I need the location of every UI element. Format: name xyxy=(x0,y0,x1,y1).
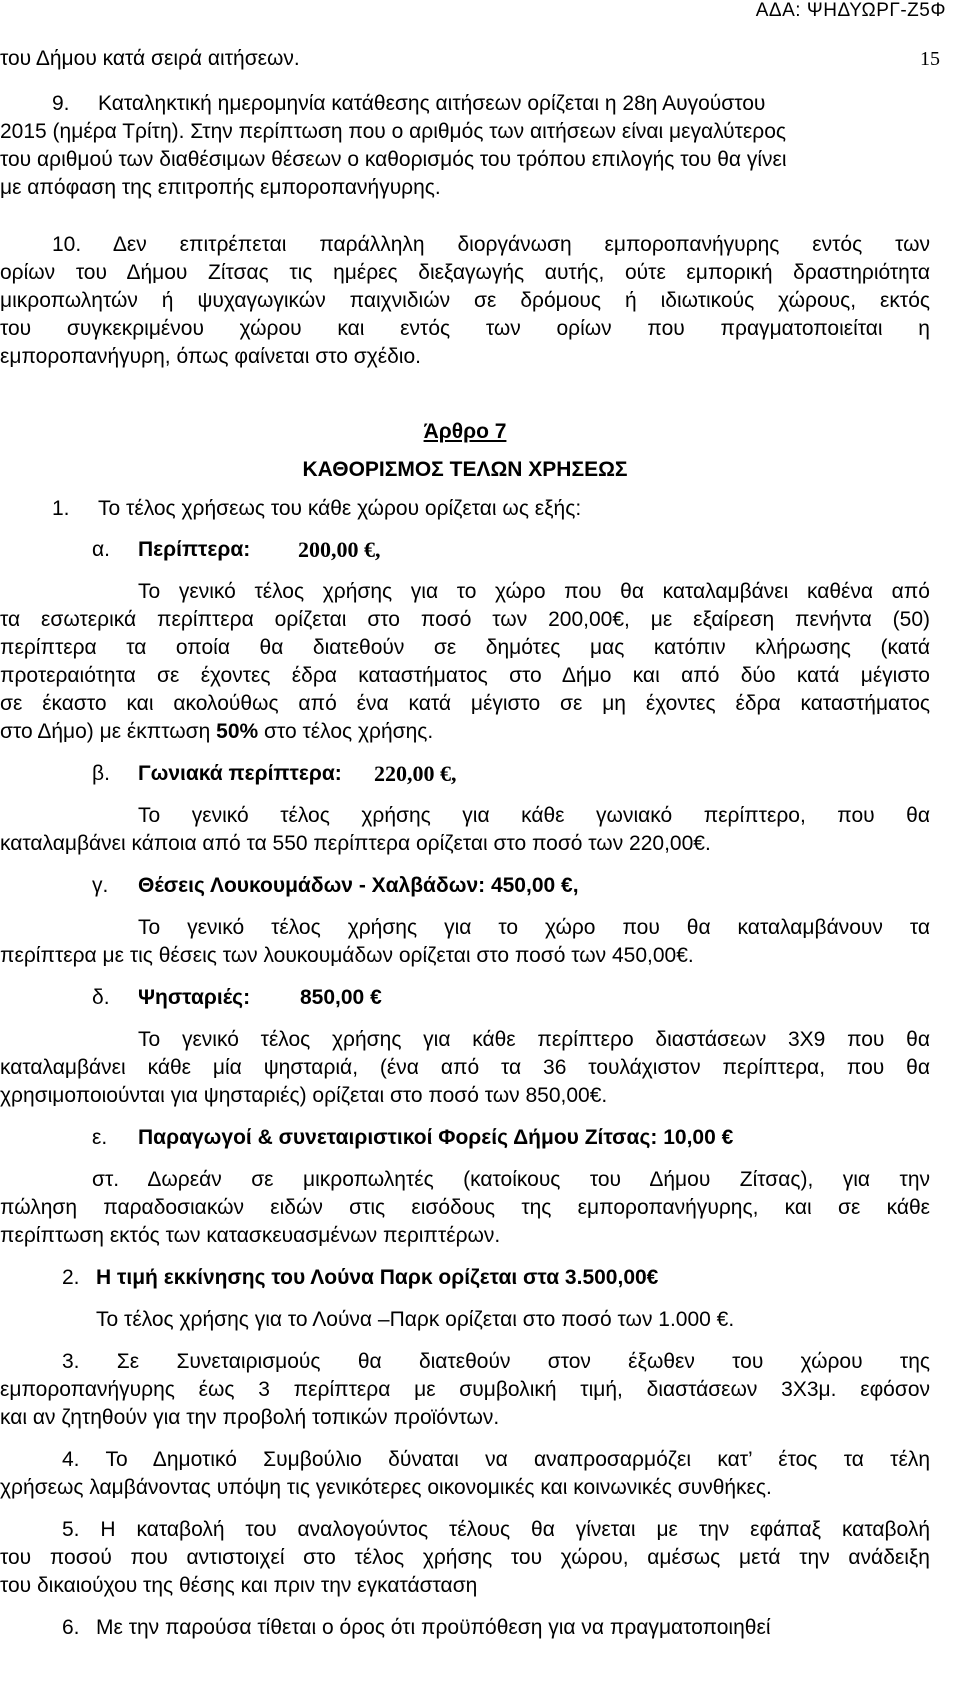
item-letter: ε. xyxy=(92,1126,108,1149)
discount-percent: 50% xyxy=(216,720,259,743)
text-line: μικροπωλητών ή ψυχαγωγικών παιχνιδιών σε δρόμους ή ιδιωτικούς χώρους, εκτός xyxy=(0,289,930,312)
item-letter: δ. xyxy=(92,986,110,1009)
text-line: Καταληκτική ημερομηνία κατάθεσης αιτήσεων ορίζεται η 28η Αυγούστου xyxy=(98,92,766,115)
text-line: ορίων του Δήμου Ζίτσας τις ημέρες διεξαγωγής αυτής, ούτε εμπορική δραστηριότητα xyxy=(0,261,930,284)
text-line: προτεραιότητα σε έχοντες έδρα καταστήματος στο Δήμο και από δύο κατά μέγιστο xyxy=(0,664,930,687)
item-number: 1. xyxy=(52,497,70,520)
item-letter: γ. xyxy=(92,874,109,897)
fee-amount: 220,00 €, xyxy=(374,761,457,786)
fee-label: Ψησταριές: xyxy=(138,986,251,1009)
text-line: περίπτερα τα οποία θα διατεθούν σε δημότες μας κατόπιν κλήρωσης (κατά xyxy=(0,636,930,659)
text-line: του αριθμού των διαθέσιμων θέσεων ο καθορισμός του τρόπου επιλογής του θα γίνει xyxy=(0,148,787,171)
text-line: χρησιμοποιούνται για ψησταριές) ορίζεται στο ποσό των 850,00€. xyxy=(0,1084,608,1107)
text-line: τα εσωτερικά περίπτερα ορίζεται στο ποσό των 200,00€, με εξαίρεση πενήντα (50) xyxy=(0,608,930,631)
text-line: εμποροπανήγυρη, όπως φαίνεται στο σχέδιο. xyxy=(0,345,421,368)
text-line: του δικαιούχου της θέσης και πριν την εγκατάσταση xyxy=(0,1574,478,1597)
fee-label: Περίπτερα: xyxy=(138,538,251,561)
text-line: πώληση παραδοσιακών ειδών στις εισόδους της εμποροπανήγυρης, και σε κάθε xyxy=(0,1196,930,1219)
ada-code: ΑΔΑ: ΨΗΔΥΩΡΓ-Ζ5Φ xyxy=(755,0,946,21)
text-line: Το γενικό τέλος χρήσης για κάθε περίπτερο διαστάσεων 3Χ9 που θα xyxy=(138,1028,930,1051)
text-line: καταλαμβάνει κάποια από τα 550 περίπτερα ορίζεται στο ποσό των 220,00€. xyxy=(0,832,711,855)
text-span: στο τέλος χρήσης. xyxy=(264,720,434,743)
text-line: 3. Σε Συνεταιρισμούς θα διατεθούν στον έξωθεν του χώρου της xyxy=(62,1350,930,1373)
text-line: Το γενικό τέλος χρήσης για κάθε γωνιακό περίπτερο, που θα xyxy=(138,804,930,827)
text-line: σε έκαστο και ακολούθως από ένα κατά μέγιστο σε μη έχοντες έδρα καταστήματος xyxy=(0,692,930,715)
text-line: του συγκεκριμένου χώρου και εντός των ορίων που πραγματοποιείται η xyxy=(0,317,930,340)
item-letter: α. xyxy=(92,538,110,561)
page-number: 15 xyxy=(920,48,940,70)
fee-label: Παραγωγοί & συνεταιριστικοί Φορείς Δήμου Ζίτσας: 10,00 € xyxy=(138,1126,734,1149)
item-number: 6. xyxy=(62,1616,80,1639)
article-subtitle: ΚΑΘΟΡΙΣΜΟΣ ΤΕΛΩΝ ΧΡΗΣΕΩΣ xyxy=(302,458,628,481)
text-line: Με την παρούσα τίθεται ο όρος ότι προϋπόθεση για να πραγματοποιηθεί xyxy=(96,1616,771,1639)
fee-amount: 200,00 €, xyxy=(298,537,381,562)
text-line: 5. Η καταβολή του αναλογούντος τέλους θα γίνεται με την εφάπαξ καταβολή xyxy=(62,1518,930,1541)
text-line: Το γενικό τέλος χρήσης για το χώρο που θα καταλαμβάνουν τα xyxy=(138,916,930,939)
text-span: στο Δήμο) με έκπτωση xyxy=(0,720,211,743)
item-number: 9. xyxy=(52,92,70,115)
fee-label: Γωνιακά περίπτερα: xyxy=(138,762,342,785)
text-line: και αν ζητηθούν για την προβολή τοπικών προϊόντων. xyxy=(0,1406,500,1429)
fee-amount: 850,00 € xyxy=(300,986,382,1009)
text-line: 4. Το Δημοτικό Συμβούλιο δύναται να αναπροσαρμόζει κατ’ έτος τα τέλη xyxy=(62,1448,930,1471)
text-line: με απόφαση της επιτροπής εμποροπανήγυρης. xyxy=(0,176,441,199)
text-line: του ποσού που αντιστοιχεί στο τέλος χρήσης του χώρου, αμέσως μετά την ανάδειξη xyxy=(0,1546,930,1569)
text-line: Το γενικό τέλος χρήσης για το χώρο που θα καταλαμβάνει καθένα από xyxy=(138,580,930,603)
article-title: Άρθρο 7 xyxy=(423,420,507,443)
text-line xyxy=(0,718,433,746)
text-line: του Δήμου κατά σειρά αιτήσεων. xyxy=(0,47,300,70)
item-number: 2. xyxy=(62,1266,80,1289)
text-line: στ. Δωρεάν σε μικροπωλητές (κατοίκους του Δήμου Ζίτσας), για την xyxy=(92,1168,930,1191)
item-letter: β. xyxy=(92,762,110,785)
text-line: περίπτωση εκτός των κατασκευασμένων περιπτέρων. xyxy=(0,1224,501,1247)
text-line: Η τιμή εκκίνησης του Λούνα Παρκ ορίζεται στα 3.500,00€ xyxy=(96,1266,659,1289)
text-line: περίπτερα με τις θέσεις των λουκουμάδων ορίζεται στο ποσό των 450,00€. xyxy=(0,944,694,967)
text-line: καταλαμβάνει κάθε μία ψησταριά, (ένα από τα 36 τουλάχιστον περίπτερα, που θα xyxy=(0,1056,930,1079)
text-line: Το τέλος χρήσεως του κάθε χώρου ορίζεται ως εξής: xyxy=(98,497,582,520)
text-line: 2015 (ημέρα Τρίτη). Στην περίπτωση που ο αριθμός των αιτήσεων είναι μεγαλύτερος xyxy=(0,120,786,143)
text-line: Το τέλος χρήσης για το Λούνα –Παρκ ορίζεται στο ποσό των 1.000 €. xyxy=(96,1308,735,1331)
fee-label: Θέσεις Λουκουμάδων - Χαλβάδων: 450,00 €, xyxy=(138,874,579,897)
text-line: εμποροπανήγυρης έως 3 περίπτερα με συμβολική τιμή, διαστάσεων 3Χ3μ. εφόσον xyxy=(0,1378,930,1401)
text-line: 10. Δεν επιτρέπεται παράλληλη διοργάνωση εμποροπανήγυρης εντός των xyxy=(52,233,930,256)
text-line: χρήσεως λαμβάνοντας υπόψη τις γενικότερες οικονομικές και κοινωνικές συνθήκες. xyxy=(0,1476,772,1499)
